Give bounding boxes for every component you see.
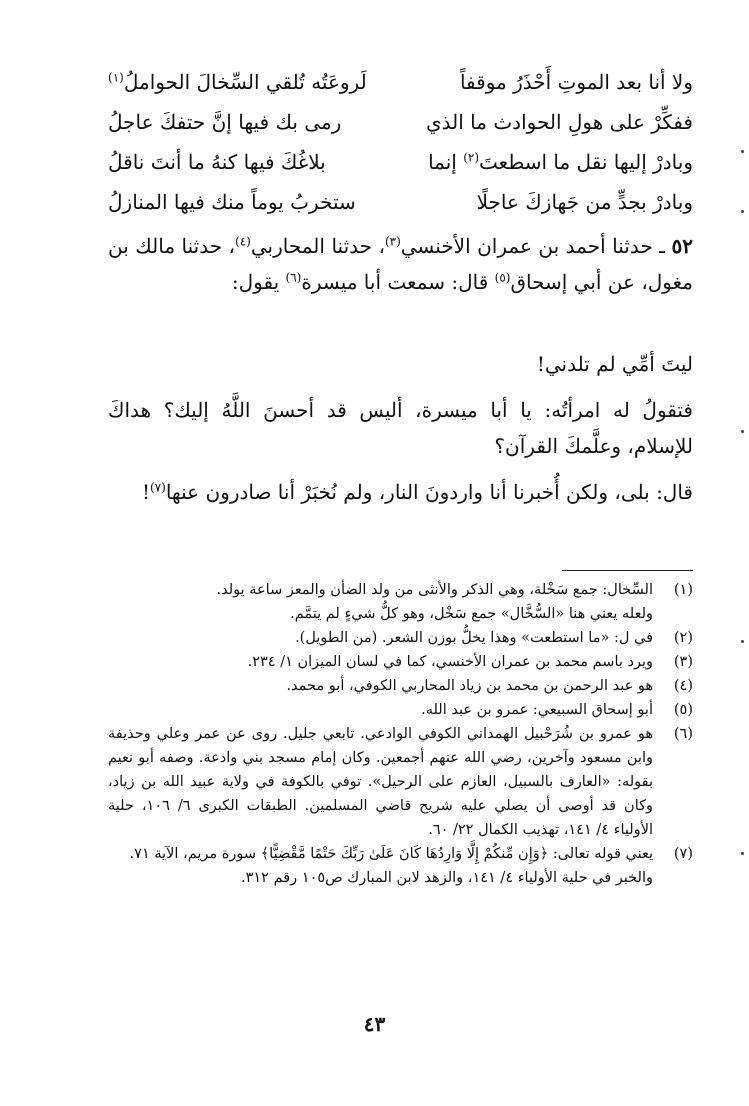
isnad-part-a: ـ حدثنا أحمد بن عمران الأخنسي [400,234,672,258]
footnote-text [108,578,653,626]
verse-3 [108,142,693,182]
footnote-ref-7: (٧) [150,480,166,495]
verse-3-first-text: وبادرْ إليها نقل ما اسطعتَ [479,150,693,174]
verse-1 [108,62,693,102]
quote-paragraph [108,346,693,382]
verse-1-first-hemistich: ولا أنا بعد الموتِ أَحْذَرُ موقفاً [459,70,693,94]
footnote-ref-2: (٢) [463,150,480,165]
footnote-1 [108,578,693,626]
footnotes [108,578,693,890]
footnote-number: (٤) [673,678,693,694]
poem [108,62,693,222]
footnote-extra: والخبر في حلية الأولياء ٤/ ١٤١، والزهد لابن المبارك ص١٠٥ رقم ٣١٢. [240,870,653,886]
verse-2-first-hemistich: ففكِّرْ على هولِ الحوادث ما الذي [426,110,693,134]
footnote-ref-5: (٥) [494,270,511,285]
margin-mark [741,150,744,153]
verse-1-second-hemistich [108,62,388,102]
margin-mark [741,640,744,643]
footnote-6 [108,722,693,842]
isnad-paragraph [108,228,693,300]
verse-4-second-hemistich: ستخربُ يوماً منك فيها المنازلُ [108,190,356,214]
footnote-number: (٢) [673,630,693,646]
isnad-part-e: يقول: [231,270,286,294]
footnote-number: (١) [673,582,693,598]
margin-mark [741,430,744,433]
footnote-text: هو عبد الرحمن بن محمد بن زياد المحاربي الكوفي، أبو محمد. [286,678,653,694]
verse-4-first-hemistich: وبادرْ بجدٍّ من جَهازكَ عاجلًا [476,190,693,214]
footnote-text: ويرد باسم محمد بن عمران الأخنسي، كما في لسان الميزان ١/ ٢٣٤. [247,654,653,670]
footnote-text: يعني قوله تعالى: ﴿وَإِن مِّنكُمْ إِلَّا وَارِدُهَا كَانَ عَلَىٰ رَبِّكَ حَتْمًا مَّقْضِيًّا﴾ سورة مريم، الآية ٧١. [129,846,653,862]
isnad-part-d: قال: سمعت أبا ميسرة [301,270,495,294]
isnad-part-b: ، حدثنا المحاربي [250,234,385,258]
reply-paragraph [108,474,693,510]
margin-mark [741,852,744,855]
margin-mark [741,210,744,213]
footnote-number: (٣) [673,654,693,670]
footnote-divider [562,570,693,571]
quote-text: ليتَ أمِّي لم تلدني! [536,352,693,376]
verse-4 [108,182,693,222]
footnote-ref-6: (٦) [285,270,302,285]
reply-text [108,474,693,510]
verse-3-first-hemistich [413,142,693,182]
verse-2-second-hemistich: رمى بك فيها إنَّ حتفكَ عاجلُ [108,110,342,134]
footnote-3 [108,650,693,674]
footnote-text: في ل: «ما استطعت» وهذا يخلُّ بوزن الشعر. (من الطويل). [295,630,653,646]
footnote-4 [108,674,693,698]
page-number: ٤٣ [363,1012,386,1036]
footnote-2 [108,626,693,650]
footnote-text: أبو إسحاق السبيعي: عمرو بن عبد الله. [421,702,653,718]
footnote-number: (٥) [673,702,693,718]
footnote-number: (٧) [673,846,693,862]
reply-part-b: ! [141,480,150,504]
footnote-text: هو عمرو بن شُرَحْبيل الهمداني الكوفي الوادعي. تابعي جليل. روى عن عمر وعلي وحذيفة وابن مسعود وآخرين، رضي الله عنهم أجمعين. وكان إمام مسجد بني وادعة. وصفه أبو نعيم بقوله: «العارف بالسبيل، العازم على الرحيل». توفي بالكوفة في ولاية عبيد الله بن زياد، وكان قد أوصى أن يصلي عليه شريح قاضي المسلمين. الطبقات الكبرى ٦/ ١٠٦، حلية الأولياء ٤/ ١٤١، تهذيب الكمال ٢٢/ ٦٠. [108,726,654,838]
footnote-number: (٦) [673,726,693,742]
verse-3-first-tail: إنما [428,150,464,174]
footnote-ref-4: (٤) [235,234,251,249]
verse-2 [108,102,693,142]
isnad-part-c: ، حدثنا مالك بن مغول، عن أبي إسحاق [108,234,693,294]
footnote-1-line-2: ولعله يعني هنا «السُّخَّال» جمع سَخْل، وهو كلُّ شيءٍ لم يتمَّم. [290,606,653,622]
narration-52 [108,228,693,300]
footnote-1-line-1: السِّخال: جمع سَخْلة، وهي الذكر والأنثى من ولد الضأن والمعز ساعة يولد. [216,582,653,598]
verse-3-second-hemistich: بلاغُكَ فيها كنهُ ما أنتَ ناقلُ [108,150,326,174]
footnote-ref-1: (١) [108,70,124,85]
footnote-5 [108,698,693,722]
narration-number: ٥٢ [671,234,693,258]
wife-text: فتقولُ له امرأتُه: يا أبا ميسرة، أليس قد أحسنَ اللَّهُ إليك؟ هداكَ للإسلام، وعلَّمكَ القرآن؟ [108,398,693,458]
footnote-ref-3: (٣) [384,234,401,249]
footnote-7 [108,842,693,866]
wife-paragraph [108,392,693,464]
reply-part-a: قال: بلى، ولكن أُخبرنا أنا واردونَ النار، ولم نُخبَرْ أنا صادرون عنها [165,480,693,504]
verse-1-second-text: لَروعَتُه تُلقي السِّخالَ الحواملُ [123,70,367,94]
